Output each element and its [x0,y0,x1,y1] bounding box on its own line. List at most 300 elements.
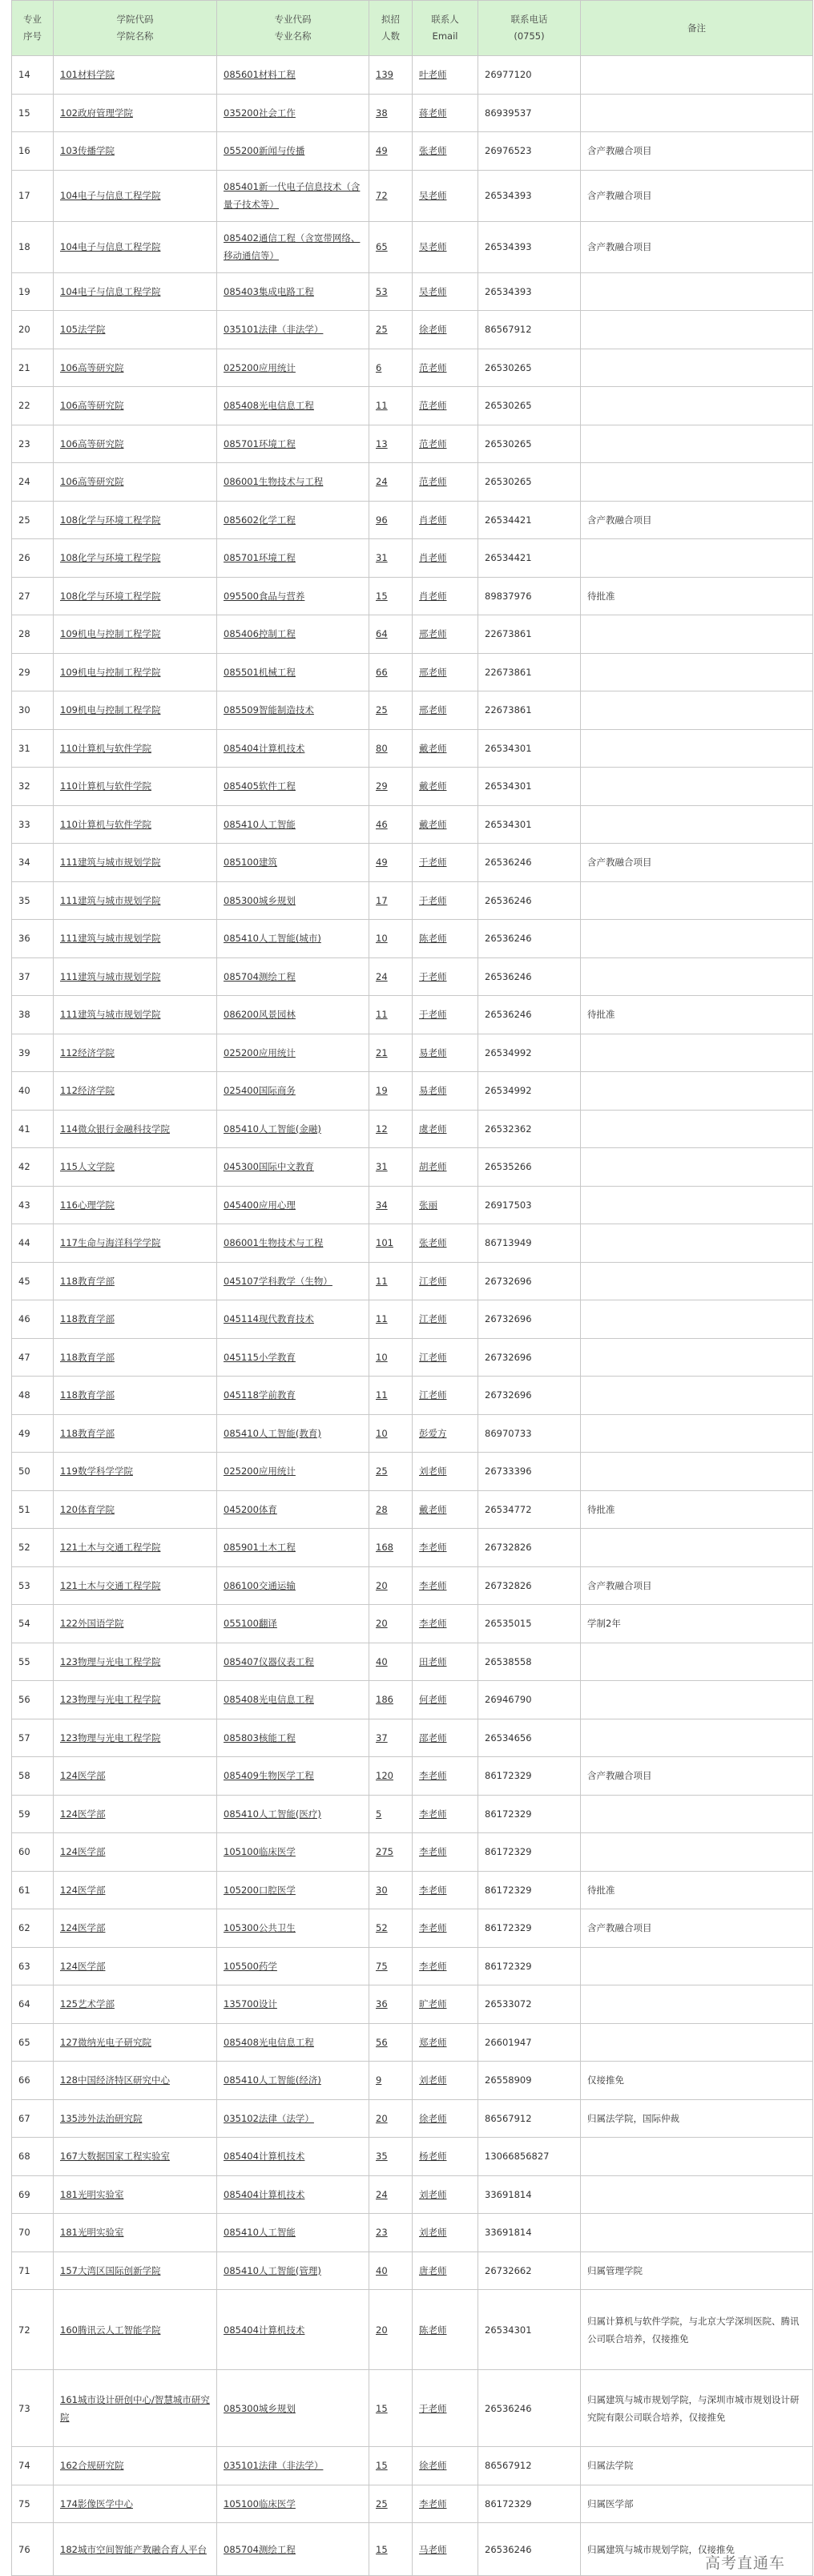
row-num[interactable]: 10 [376,1427,388,1439]
row-major[interactable]: 045114现代教育技术 [224,1313,314,1325]
row-major[interactable]: 085404计算机技术 [224,2151,305,2163]
row-contact[interactable]: 戴老师 [419,1503,447,1515]
row-contact[interactable]: 张老师 [419,1237,447,1249]
row-num[interactable]: 11 [376,1313,388,1325]
row-major-cell [217,2175,369,2214]
row-num[interactable]: 53 [376,285,388,297]
row-major[interactable]: 085403集成电路工程 [224,285,314,297]
row-no-cell [12,2214,54,2252]
row-contact[interactable]: 唐老师 [419,2264,447,2276]
row-contact-cell [413,463,478,502]
row-num[interactable]: 72 [376,190,388,201]
row-num[interactable]: 31 [376,1161,388,1173]
row-num[interactable]: 40 [376,1655,388,1667]
row-num[interactable]: 15 [376,2460,388,2472]
row-college[interactable]: 174影像医学中心 [60,2497,133,2509]
row-college[interactable]: 109机电与控制工程学院 [60,628,161,640]
row-num[interactable]: 9 [376,2074,382,2086]
row-contact-cell [413,1757,478,1796]
row-num[interactable]: 56 [376,2036,388,2048]
row-num[interactable]: 40 [376,2264,388,2276]
row-major-cell [217,1719,369,1757]
row-college[interactable]: 124医学部 [60,1846,106,1858]
row-college[interactable]: 125艺术学部 [60,1998,115,2010]
row-contact[interactable]: 肖老师 [419,552,447,564]
row-contact-cell [413,1719,478,1757]
row-college[interactable]: 123物理与光电工程学院 [60,1694,161,1706]
row-college[interactable]: 108化学与环境工程学院 [60,590,161,602]
row-phone-cell [478,729,581,768]
row-college[interactable]: 110计算机与软件学院 [60,742,151,754]
row-num-cell [369,1414,413,1453]
row-college[interactable]: 127微纳光电子研究院 [60,2036,151,2048]
row-num[interactable]: 12 [376,1123,388,1135]
row-phone-cell [478,615,581,654]
row-num[interactable]: 10 [376,1351,388,1363]
row-no: 62 [18,1922,30,1934]
row-num[interactable]: 66 [376,666,388,678]
row-college-cell [54,1224,217,1263]
row-college[interactable]: 101材料学院 [60,69,115,81]
row-major-cell [217,94,369,132]
row-major[interactable]: 085704测绘工程 [224,2543,296,2555]
table-row [12,1833,813,1872]
row-contact[interactable]: 肖老师 [419,514,447,526]
row-num[interactable]: 46 [376,818,388,830]
row-college[interactable]: 111建筑与城市规划学院 [60,1009,161,1021]
row-contact[interactable]: 范老师 [419,476,447,488]
row-major[interactable]: 105200口腔医学 [224,1884,296,1896]
row-contact[interactable]: 李老师 [419,1770,447,1782]
row-contact[interactable]: 李老师 [419,1960,447,1972]
row-contact[interactable]: 吴老师 [419,190,447,201]
row-major[interactable]: 025200应用统计 [224,361,296,373]
row-num[interactable]: 6 [376,361,382,373]
row-contact-cell [413,2214,478,2252]
row-contact[interactable]: 陈老师 [419,2324,447,2336]
row-num[interactable]: 34 [376,1199,388,1211]
row-college[interactable]: 111建筑与城市规划学院 [60,894,161,906]
row-contact[interactable]: 邵老师 [419,1731,447,1744]
row-major[interactable]: 105300公共卫生 [224,1922,296,1934]
row-major[interactable]: 085402通信工程（含宽带网络、移动通信等） [224,232,361,261]
row-major[interactable]: 085404计算机技术 [224,2188,305,2200]
row-major[interactable]: 135700设计 [224,1998,277,2010]
row-num[interactable]: 65 [376,241,388,252]
row-num[interactable]: 37 [376,1731,388,1744]
row-num[interactable]: 15 [376,2543,388,2555]
row-num[interactable]: 49 [376,145,388,157]
row-major[interactable]: 085803核能工程 [224,1731,296,1744]
row-college[interactable]: 119数学科学学院 [60,1465,133,1477]
row-contact[interactable]: 江老师 [419,1351,447,1363]
row-major[interactable]: 085409生物医学工程 [224,1770,314,1782]
row-college[interactable]: 122外国语学院 [60,1618,124,1630]
row-major[interactable]: 085501机械工程 [224,666,296,678]
row-contact[interactable]: 杨老师 [419,2151,447,2163]
row-major[interactable]: 035101法律（非法学） [224,324,324,336]
row-major[interactable]: 045200体育 [224,1503,277,1515]
row-college[interactable]: 167大数据国家工程实验室 [60,2151,170,2163]
row-num[interactable]: 21 [376,1046,388,1058]
row-contact-cell [413,1224,478,1263]
row-college[interactable]: 114微众银行金融科技学院 [60,1123,170,1135]
row-college[interactable]: 111建筑与城市规划学院 [60,933,161,945]
row-note-cell [581,1300,813,1339]
row-contact[interactable]: 张老师 [419,145,447,157]
row-college[interactable]: 124医学部 [60,1808,106,1820]
row-num-cell [369,2290,413,2370]
row-major[interactable]: 085408光电信息工程 [224,400,314,412]
row-college[interactable]: 118教育学部 [60,1275,115,1287]
row-major[interactable]: 085405软件工程 [224,780,296,792]
row-contact[interactable]: 邢老师 [419,666,447,678]
row-num[interactable]: 139 [376,69,393,81]
table-row [12,1224,813,1263]
row-contact[interactable]: 李老师 [419,1808,447,1820]
row-contact[interactable]: 李老师 [419,1884,447,1896]
row-major[interactable]: 045300国际中文教育 [224,1161,314,1173]
row-major[interactable]: 085410人工智能(管理) [224,2264,321,2276]
table-row [12,881,813,920]
row-num[interactable]: 30 [376,1884,388,1896]
row-major[interactable]: 085410人工智能(经济) [224,2074,321,2086]
row-major[interactable]: 105100临床医学 [224,1846,296,1858]
row-contact[interactable]: 张丽 [419,1199,437,1211]
row-num[interactable]: 24 [376,2188,388,2200]
row-contact[interactable]: 易老师 [419,1046,447,1058]
row-contact[interactable]: 李老师 [419,1579,447,1591]
row-contact[interactable]: 郑老师 [419,2036,447,2048]
row-major[interactable]: 085701环境工程 [224,552,296,564]
row-contact[interactable]: 李老师 [419,1922,447,1934]
row-college[interactable]: 123物理与光电工程学院 [60,1655,161,1667]
row-college[interactable]: 106高等研究院 [60,400,124,412]
row-contact[interactable]: 吴老师 [419,241,447,252]
row-contact[interactable]: 徐老师 [419,324,447,336]
row-major[interactable]: 085408光电信息工程 [224,1694,314,1706]
row-num[interactable]: 29 [376,780,388,792]
row-college[interactable]: 109机电与控制工程学院 [60,666,161,678]
row-college[interactable]: 181光明实验室 [60,2227,124,2239]
row-num[interactable]: 24 [376,476,388,488]
row-num[interactable]: 11 [376,1389,388,1401]
row-contact[interactable]: 彭爱方 [419,1427,447,1439]
row-num[interactable]: 49 [376,857,388,869]
row-college[interactable]: 120体育学院 [60,1503,115,1515]
row-contact[interactable]: 于老师 [419,1009,447,1021]
row-major[interactable]: 035200社会工作 [224,107,296,119]
row-num[interactable]: 5 [376,1808,382,1820]
row-contact[interactable]: 刘老师 [419,2188,447,2200]
row-contact[interactable]: 徐老师 [419,2460,447,2472]
row-college[interactable]: 118教育学部 [60,1427,115,1439]
row-contact[interactable]: 胡老师 [419,1161,447,1173]
row-phone: 26536246 [485,2543,532,2555]
row-major[interactable]: 045118学前教育 [224,1389,296,1401]
row-major[interactable]: 035102法律（法学） [224,2112,314,2124]
row-contact[interactable]: 于老师 [419,894,447,906]
row-num[interactable]: 28 [376,1503,388,1515]
row-college-cell [54,1262,217,1300]
row-num[interactable]: 275 [376,1846,393,1858]
row-num-cell [369,1034,413,1072]
row-college[interactable]: 118教育学部 [60,1351,115,1363]
row-num[interactable]: 64 [376,628,388,640]
row-college[interactable]: 111建筑与城市规划学院 [60,857,161,869]
row-contact[interactable]: 邢老师 [419,704,447,716]
row-major[interactable]: 085410人工智能(城市) [224,933,321,945]
row-college[interactable]: 104电子与信息工程学院 [60,285,161,297]
row-college[interactable]: 123物理与光电工程学院 [60,1731,161,1744]
row-contact[interactable]: 江老师 [419,1275,447,1287]
row-num[interactable]: 15 [376,590,388,602]
row-contact[interactable]: 范老师 [419,400,447,412]
row-phone-cell [478,1148,581,1187]
row-num[interactable]: 11 [376,400,388,412]
row-college[interactable]: 102政府管理学院 [60,107,133,119]
row-contact[interactable]: 戴老师 [419,818,447,830]
row-college[interactable]: 121土木与交通工程学院 [60,1579,161,1591]
row-college[interactable]: 128中国经济特区研究中心 [60,2074,170,2086]
row-major[interactable]: 085404计算机技术 [224,2324,305,2336]
row-contact[interactable]: 李老师 [419,1542,447,1554]
row-college[interactable]: 118教育学部 [60,1389,115,1401]
row-major[interactable]: 085410人工智能 [224,2227,296,2239]
row-num[interactable]: 17 [376,894,388,906]
row-num[interactable]: 24 [376,970,388,982]
row-contact[interactable]: 马老师 [419,2543,447,2555]
row-contact[interactable]: 陈老师 [419,933,447,945]
row-num[interactable]: 20 [376,2112,388,2124]
row-contact[interactable]: 戴老师 [419,780,447,792]
row-contact[interactable]: 李老师 [419,1618,447,1630]
row-major[interactable]: 085408光电信息工程 [224,2036,314,2048]
row-note-cell [581,272,813,311]
row-major[interactable]: 086200风景园林 [224,1009,296,1021]
row-college[interactable]: 124医学部 [60,1770,106,1782]
row-college[interactable]: 157大湾区国际创新学院 [60,2264,161,2276]
row-major[interactable]: 045115小学教育 [224,1351,296,1363]
row-contact[interactable]: 刘老师 [419,2227,447,2239]
row-note-cell [581,768,813,806]
row-college[interactable]: 115人文学院 [60,1161,115,1173]
row-contact[interactable]: 刘老师 [419,1465,447,1477]
row-major[interactable]: 045400应用心理 [224,1199,296,1211]
row-major[interactable]: 085407仪器仪表工程 [224,1655,314,1667]
row-college[interactable]: 110计算机与软件学院 [60,818,151,830]
row-college[interactable]: 109机电与控制工程学院 [60,704,161,716]
row-college[interactable]: 110计算机与软件学院 [60,780,151,792]
row-contact-cell [413,1833,478,1872]
row-num[interactable]: 36 [376,1998,388,2010]
row-college[interactable]: 182城市空间智能产教融合育人平台 [60,2543,207,2555]
table-row [12,1186,813,1224]
row-major[interactable]: 085300城乡规划 [224,894,296,906]
row-major-cell [217,2251,369,2290]
row-major[interactable]: 085701环境工程 [224,437,296,449]
row-college[interactable]: 108化学与环境工程学院 [60,514,161,526]
row-major[interactable]: 086001生物技术与工程 [224,476,324,488]
row-major[interactable]: 085404计算机技术 [224,742,305,754]
row-major[interactable]: 045107学科教学（生物） [224,1275,332,1287]
row-no: 41 [18,1123,30,1135]
row-college[interactable]: 135涉外法治研究院 [60,2112,143,2124]
row-phone: 26534301 [485,2324,532,2336]
row-major[interactable]: 095500食品与营养 [224,590,305,602]
row-num[interactable]: 13 [376,437,388,449]
row-contact[interactable]: 旷老师 [419,1998,447,2010]
row-college[interactable]: 106高等研究院 [60,437,124,449]
row-college[interactable]: 112经济学院 [60,1085,115,1097]
row-college-cell [54,1833,217,1872]
row-contact[interactable]: 江老师 [419,1313,447,1325]
row-major[interactable]: 025200应用统计 [224,1465,296,1477]
row-college[interactable]: 104电子与信息工程学院 [60,241,161,252]
row-college[interactable]: 124医学部 [60,1960,106,1972]
row-num[interactable]: 25 [376,324,388,336]
row-college[interactable]: 111建筑与城市规划学院 [60,970,161,982]
row-num[interactable]: 168 [376,1542,393,1554]
row-major[interactable]: 085601材料工程 [224,69,296,81]
row-college-cell [54,2290,217,2370]
row-num[interactable]: 23 [376,2227,388,2239]
row-major[interactable]: 085410人工智能(医疗) [224,1808,321,1820]
row-num[interactable]: 20 [376,1579,388,1591]
row-major[interactable]: 085406控制工程 [224,628,296,640]
row-major[interactable]: 085602化学工程 [224,514,296,526]
row-num[interactable]: 25 [376,1465,388,1477]
row-note-cell [581,1605,813,1643]
row-no: 30 [18,704,30,716]
row-college[interactable]: 161城市设计研创中心/智慧城市研究院 [60,2393,210,2423]
row-num[interactable]: 25 [376,704,388,716]
row-num[interactable]: 31 [376,552,388,564]
row-note-cell [581,349,813,387]
row-contact[interactable]: 邢老师 [419,628,447,640]
row-college[interactable]: 124医学部 [60,1922,106,1934]
row-num[interactable]: 120 [376,1770,393,1782]
row-contact[interactable]: 江老师 [419,1389,447,1401]
row-num-cell [369,387,413,425]
row-college[interactable]: 108化学与环境工程学院 [60,552,161,564]
row-contact[interactable]: 肖老师 [419,590,447,602]
row-college[interactable]: 162合规研究院 [60,2460,124,2472]
header-row [12,1,813,56]
row-major[interactable]: 086100交通运输 [224,1579,296,1591]
row-college[interactable]: 103传播学院 [60,145,115,157]
row-college[interactable]: 106高等研究院 [60,476,124,488]
row-college[interactable]: 124医学部 [60,1884,106,1896]
row-major[interactable]: 085100建筑 [224,857,277,869]
row-num[interactable]: 186 [376,1694,393,1706]
row-major-cell [217,311,369,349]
row-num[interactable]: 11 [376,1275,388,1287]
row-num[interactable]: 11 [376,1009,388,1021]
row-num[interactable]: 35 [376,2151,388,2163]
row-major[interactable]: 105500药学 [224,1960,277,1972]
row-contact[interactable]: 于老师 [419,970,447,982]
row-contact[interactable]: 刘老师 [419,2074,447,2086]
table-row [12,501,813,539]
row-num[interactable]: 75 [376,1960,388,1972]
row-phone: 26534772 [485,1503,532,1515]
row-college[interactable]: 117生命与海洋科学学院 [60,1237,161,1249]
row-num[interactable]: 20 [376,1618,388,1630]
row-contact[interactable]: 蒋老师 [419,107,447,119]
row-phone: 86172329 [485,1960,532,1972]
row-contact[interactable]: 田老师 [419,1655,447,1667]
row-college[interactable]: 106高等研究院 [60,361,124,373]
row-contact[interactable]: 戴老师 [419,742,447,754]
row-major[interactable]: 085401新一代电子信息技术（含量子技术等） [224,181,361,210]
row-num[interactable]: 52 [376,1922,388,1934]
row-major[interactable]: 085300城乡规划 [224,2402,296,2414]
row-major[interactable]: 025400国际商务 [224,1085,296,1097]
row-major[interactable]: 085410人工智能(金融) [224,1123,321,1135]
row-college[interactable]: 116心理学院 [60,1199,115,1211]
row-contact[interactable]: 李老师 [419,1846,447,1858]
table-row [12,2523,813,2576]
row-major[interactable]: 055200新闻与传播 [224,145,305,157]
row-major[interactable]: 055100翻译 [224,1618,277,1630]
row-college[interactable]: 105法学院 [60,324,106,336]
row-contact[interactable]: 于老师 [419,857,447,869]
row-college[interactable]: 121土木与交通工程学院 [60,1542,161,1554]
row-no: 35 [18,894,30,906]
row-num[interactable]: 96 [376,514,388,526]
row-contact[interactable]: 叶老师 [419,69,447,81]
row-major[interactable]: 085410人工智能(教育) [224,1427,321,1439]
row-contact[interactable]: 易老师 [419,1085,447,1097]
row-college[interactable]: 104电子与信息工程学院 [60,190,161,201]
row-college[interactable]: 181光明实验室 [60,2188,124,2200]
row-major[interactable]: 025200应用统计 [224,1046,296,1058]
row-contact[interactable]: 范老师 [419,437,447,449]
row-num[interactable]: 20 [376,2324,388,2336]
row-contact[interactable]: 何老师 [419,1694,447,1706]
row-contact-cell [413,1871,478,1909]
row-phone-cell [478,1757,581,1796]
row-college[interactable]: 112经济学院 [60,1046,115,1058]
row-college-cell [54,1719,217,1757]
row-contact[interactable]: 虞老师 [419,1123,447,1135]
row-phone-cell [478,1947,581,1985]
row-contact[interactable]: 范老师 [419,361,447,373]
row-contact[interactable]: 于老师 [419,2402,447,2414]
row-major[interactable]: 085509智能制造技术 [224,704,314,716]
row-num[interactable]: 101 [376,1237,393,1249]
row-college[interactable]: 160腾讯云人工智能学院 [60,2324,161,2336]
row-major[interactable]: 085704测绘工程 [224,970,296,982]
row-num[interactable]: 80 [376,742,388,754]
row-num[interactable]: 19 [376,1085,388,1097]
row-major[interactable]: 086001生物技术与工程 [224,1237,324,1249]
row-num[interactable]: 15 [376,2402,388,2414]
row-contact[interactable]: 徐老师 [419,2112,447,2124]
row-major[interactable]: 035101法律（非法学） [224,2460,324,2472]
row-college-cell [54,170,217,221]
row-major[interactable]: 105100临床医学 [224,2497,296,2509]
row-contact[interactable]: 李老师 [419,2497,447,2509]
row-num[interactable]: 25 [376,2497,388,2509]
row-major[interactable]: 085410人工智能 [224,818,296,830]
row-contact[interactable]: 吴老师 [419,285,447,297]
row-major[interactable]: 085901土木工程 [224,1542,296,1554]
row-num[interactable]: 38 [376,107,388,119]
row-college[interactable]: 118教育学部 [60,1313,115,1325]
row-num[interactable]: 10 [376,933,388,945]
